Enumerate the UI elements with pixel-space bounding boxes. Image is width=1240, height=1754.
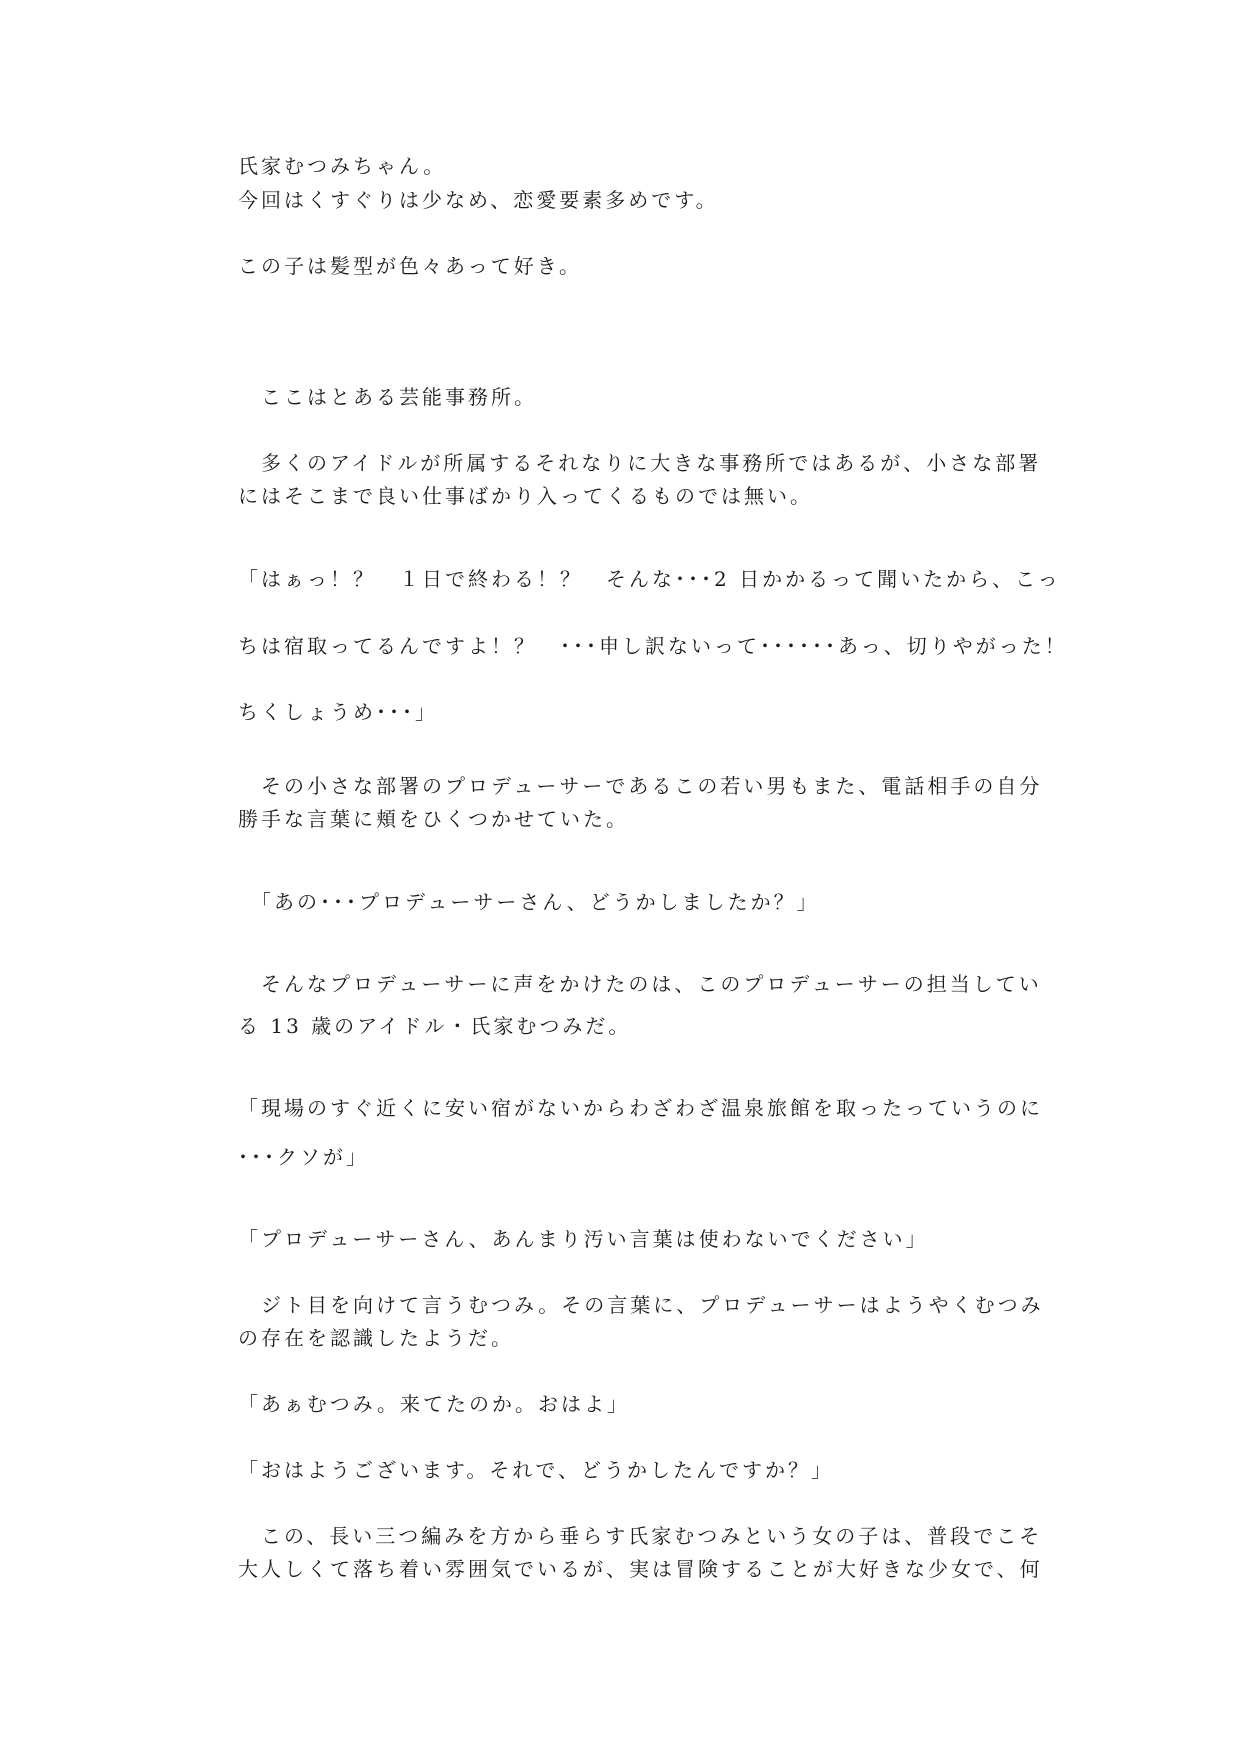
- text-line: ジト目を向けて言うむつみ。その言葉に、プロデューサーはようやくむつみ: [238, 1293, 1044, 1317]
- text-line: にはそこまで良い仕事ばかり入ってくるものでは無い。: [238, 484, 813, 508]
- text-line: この、長い三つ編みを方から垂らす氏家むつみという女の子は、普段でこそ: [238, 1524, 1043, 1548]
- text-line: 「現場のすぐ近くに安い宿がないからわざわざ温泉旅館を取ったっていうのに: [238, 1096, 1043, 1120]
- text-line: ここはとある芸能事務所。: [238, 385, 537, 409]
- text-line: 「おはようございます。それで、どうかしたんですか？」: [238, 1458, 834, 1482]
- text-line: る 13 歳のアイドル・氏家むつみだ。: [238, 1014, 632, 1038]
- text-line: ちくしょうめ･･･」: [238, 700, 438, 724]
- text-line: そんなプロデューサーに声をかけたのは、このプロデューサーの担当してい: [238, 972, 1042, 996]
- text-line: 今回はくすぐりは少なめ、恋愛要素多めです。: [238, 188, 719, 212]
- text-line: その小さな部署のプロデューサーであるこの若い男もまた、電話相手の自分: [238, 774, 1043, 798]
- text-line: この子は髪型が色々あって好き。: [238, 254, 582, 278]
- text-line: 「プロデューサーさん、あんまり汚い言葉は使わないでください」: [238, 1227, 929, 1251]
- text-line: 勝手な言葉に頬をひくつかせていた。: [238, 807, 629, 831]
- text-line: 氏家むつみちゃん。: [238, 154, 447, 178]
- text-line: ちは宿取ってるんですよ！？ ･･･申し訳ないって･･････あっ、切りやがった！: [238, 634, 1068, 658]
- text-line: の存在を認識したようだ。: [238, 1326, 514, 1350]
- text-line: ･･･クソが」: [238, 1145, 369, 1169]
- text-line: 「はぁっ！？ １日で終わる！？ そんな･･･2 日かかるって聞いたから、こっ: [238, 567, 1061, 591]
- text-line: 「あの･･･プロデューサーさん、どうかしましたか？」: [238, 890, 820, 914]
- text-line: 「あぁむつみ。来てたのか。おはよ」: [238, 1392, 630, 1416]
- text-line: 多くのアイドルが所属するそれなりに大きな事務所ではあるが、小さな部署: [238, 451, 1042, 475]
- text-line: 大人しくて落ち着い雰囲気でいるが、実は冒険することが大好きな少女で、何: [238, 1557, 1043, 1581]
